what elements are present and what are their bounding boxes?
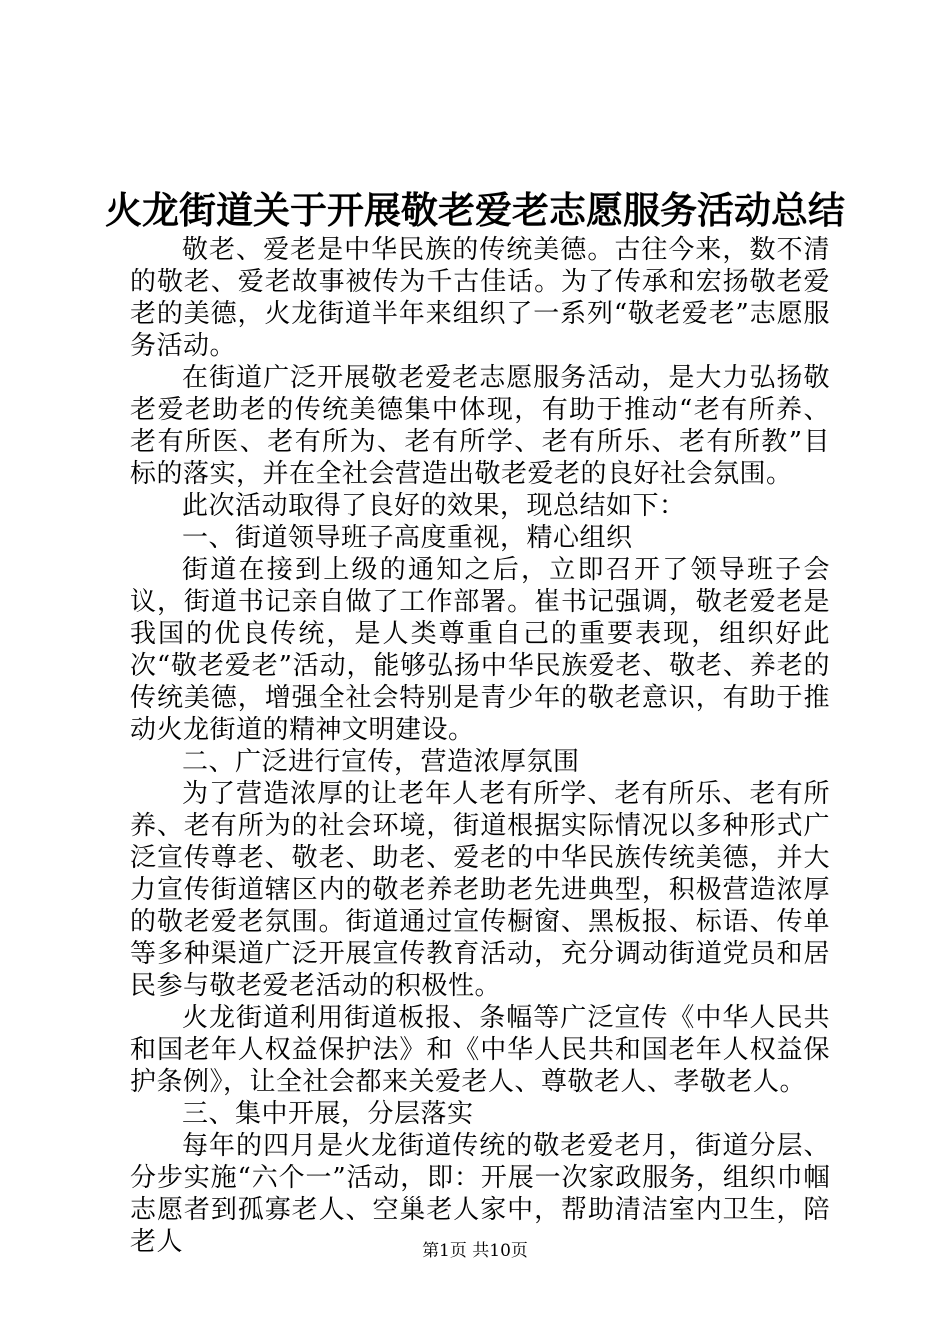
section-heading: 二、广泛进行宣传，营造浓厚氛围: [182, 747, 580, 777]
paragraph: 街道在接到上级的通知之后，立即召开了领导班子会议，街道书记亲自做了工作部署。崔书记强调，敬老爱老是我国的优良传统，是人类尊重自己的重要表现，组织好此次“敬老爱老”活动，能够弘扬中华民族爱老、敬老、养老的传统美德，增强全社会特别是青少年的敬老意识，有助于推动火龙街道的精神文明建设。: [130, 555, 830, 745]
paragraph: 为了营造浓厚的让老年人老有所学、老有所乐、老有所养、老有所为的社会环境，街道根据实际情况以多种形式广泛宣传尊老、敬老、助老、爱老的中华民族传统美德，并大力宣传街道辖区内的敬老养老助老先进典型，积极营造浓厚的敬老爱老氛围。街道通过宣传橱窗、黑板报、标语、传单等多种渠道广泛开展宣传教育活动，充分调动街道党员和居民参与敬老爱老活动的积极性。: [130, 779, 830, 1001]
document-title: 火龙街道关于开展敬老爱老志愿服务活动总结: [105, 188, 845, 232]
paragraph: 此次活动取得了良好的效果，现总结如下：: [182, 491, 686, 521]
paragraph: 火龙街道利用街道板报、条幅等广泛宣传《中华人民共和国老年人权益保护法》和《中华人民共和国老年人权益保护条例》，让全社会都来关爱老人、尊敬老人、孝敬老人。: [130, 1003, 830, 1097]
document-body: [130, 234, 830, 1258]
paragraph: 敬老、爱老是中华民族的传统美德。古往今来，数不清的敬老、爱老故事被传为千古佳话。为了传承和宏扬敬老爱老的美德，火龙街道半年来组织了一系列“敬老爱老”志愿服务活动。: [130, 235, 830, 361]
section-heading: 三、集中开展，分层落实: [182, 1099, 474, 1129]
paragraph: 在街道广泛开展敬老爱老志愿服务活动，是大力弘扬敬老爱老助老的传统美德集中体现，有助于推动“老有所养、老有所医、老有所为、老有所学、老有所乐、老有所教”目标的落实，并在全社会营造出敬老爱老的良好社会氛围。: [130, 363, 830, 489]
section-heading: 一、街道领导班子高度重视，精心组织: [182, 523, 633, 553]
paragraph: 每年的四月是火龙街道传统的敬老爱老月，街道分层、分步实施“六个一”活动，即：开展一次家政服务，组织巾帼志愿者到孤寡老人、空巢老人家中，帮助清洁室内卫生，陪老人: [130, 1131, 830, 1257]
page-footer: 第1页 共10页: [422, 1241, 528, 1261]
